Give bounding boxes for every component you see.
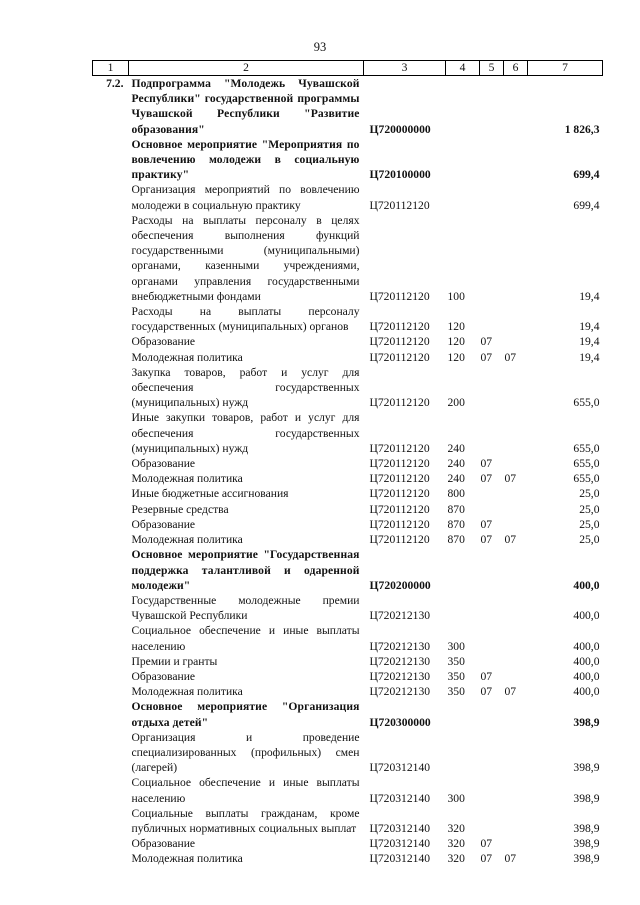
row-number — [93, 730, 129, 776]
row-subsection — [504, 775, 528, 805]
row-subsection — [504, 137, 528, 183]
row-expense-type: 320 — [447, 837, 465, 851]
row-expense-type: 870 — [447, 533, 465, 547]
row-target-article: Ц720112120 — [369, 487, 430, 501]
row-section — [480, 547, 504, 593]
row-name: Расходы на выплаты персоналу государственных (муниципальных) органов — [131, 305, 360, 334]
row-subsection — [504, 182, 528, 212]
row-section — [480, 806, 504, 836]
row-number — [93, 502, 129, 517]
row-number — [93, 806, 129, 836]
row-expense-type — [446, 730, 480, 776]
table-row — [93, 775, 603, 805]
row-expense-type: 320 — [447, 821, 465, 835]
row-section: 07 — [480, 350, 493, 364]
row-target-article: Ц720100000 — [369, 168, 431, 182]
row-name: Основное мероприятие "Государственная поддержка талантливой и одаренной молодежи" — [131, 548, 360, 592]
row-amount: 398,9 — [573, 791, 600, 805]
page-number: 93 — [313, 40, 327, 54]
row-name: Молодежная политика — [131, 350, 243, 364]
row-amount: 25,0 — [579, 487, 600, 501]
row-amount: 400,0 — [573, 639, 600, 653]
row-expense-type: 120 — [447, 350, 465, 364]
row-section: 07 — [480, 837, 493, 851]
row-number — [93, 623, 129, 653]
row-section — [480, 775, 504, 805]
row-number — [93, 654, 129, 669]
row-amount: 655,0 — [573, 441, 600, 455]
table-row — [93, 304, 603, 334]
row-target-article: Ц720212130 — [369, 639, 431, 653]
row-number — [93, 365, 129, 411]
row-expense-type — [446, 182, 480, 212]
row-section: 07 — [480, 852, 493, 866]
row-target-article: Ц720212130 — [369, 685, 431, 699]
row-expense-type: 120 — [447, 335, 465, 349]
row-section: 07 — [480, 533, 493, 547]
row-section: 07 — [480, 472, 493, 486]
row-number — [93, 456, 129, 471]
row-subsection: 07 — [504, 350, 517, 364]
row-amount: 1 826,3 — [564, 122, 600, 136]
table-header — [93, 61, 603, 76]
row-expense-type: 100 — [447, 289, 465, 303]
row-amount: 400,0 — [573, 578, 600, 592]
row-number — [93, 532, 129, 547]
row-name: Молодежная политика — [131, 533, 243, 547]
row-section: 07 — [480, 335, 493, 349]
row-name: Социальное обеспечение и иные выплаты населению — [131, 624, 360, 653]
header-cell-name: 2 — [129, 61, 364, 76]
row-target-article: Ц720112120 — [369, 502, 430, 516]
row-name: Образование — [131, 517, 196, 531]
row-subsection — [504, 502, 528, 517]
row-name: Организация мероприятий по вовлечению молодежи в социальную практику — [131, 183, 360, 212]
row-section — [480, 213, 504, 304]
row-target-article: Ц720112120 — [369, 396, 430, 410]
row-subsection — [504, 654, 528, 669]
row-amount: 655,0 — [573, 457, 600, 471]
row-target-article: Ц720112120 — [369, 441, 430, 455]
row-expense-type: 300 — [447, 791, 465, 805]
row-subsection: 07 — [504, 533, 517, 547]
row-amount: 25,0 — [579, 517, 600, 531]
row-number — [93, 547, 129, 593]
row-target-article: Ц720000000 — [369, 122, 431, 136]
row-amount: 19,4 — [579, 335, 600, 349]
row-subsection — [504, 593, 528, 623]
table-row — [93, 365, 603, 411]
row-subsection — [504, 730, 528, 776]
row-target-article: Ц720300000 — [369, 715, 431, 729]
row-expense-type — [446, 699, 480, 729]
row-name: Премии и гранты — [131, 654, 218, 668]
header-cell-csr: 3 — [364, 61, 446, 76]
table-row — [93, 623, 603, 653]
row-number — [93, 471, 129, 486]
row-name: Молодежная политика — [131, 472, 243, 486]
row-target-article: Ц720212130 — [369, 609, 431, 623]
table-row — [93, 502, 603, 517]
table-row — [93, 654, 603, 669]
row-amount: 400,0 — [573, 609, 600, 623]
table-row — [93, 699, 603, 729]
row-expense-type — [446, 593, 480, 623]
row-number — [93, 836, 129, 851]
row-name: Подпрограмма "Молодежь Чувашской Республики" государственной программы Чувашской Республики "Развитие образования" — [131, 77, 360, 136]
row-target-article: Ц720312140 — [369, 821, 431, 835]
table-row — [93, 517, 603, 532]
row-expense-type: 240 — [447, 472, 465, 486]
row-target-article: Ц720112120 — [369, 472, 430, 486]
row-subsection — [504, 806, 528, 836]
row-expense-type: 120 — [447, 320, 465, 334]
row-number: 7.2. — [106, 77, 124, 90]
row-subsection — [504, 836, 528, 851]
row-section: 07 — [480, 457, 493, 471]
row-number — [93, 851, 129, 866]
row-number — [93, 517, 129, 532]
header-row — [93, 61, 603, 76]
row-amount: 19,4 — [579, 350, 600, 364]
row-expense-type — [446, 137, 480, 183]
row-number — [93, 775, 129, 805]
row-expense-type — [446, 76, 480, 137]
row-subsection — [504, 623, 528, 653]
row-amount: 400,0 — [573, 654, 600, 668]
row-target-article: Ц720112120 — [369, 350, 430, 364]
row-name: Образование — [131, 837, 196, 851]
table-row — [93, 213, 603, 304]
row-amount: 398,9 — [573, 852, 600, 866]
row-section — [480, 486, 504, 501]
table-row — [93, 486, 603, 501]
row-expense-type: 240 — [447, 457, 465, 471]
row-amount: 398,9 — [573, 837, 600, 851]
row-target-article: Ц720112120 — [369, 335, 430, 349]
table-row — [93, 669, 603, 684]
table-row — [93, 410, 603, 456]
row-target-article: Ц720312140 — [369, 761, 431, 775]
row-subsection — [504, 669, 528, 684]
table-row — [93, 532, 603, 547]
row-section — [480, 76, 504, 137]
row-subsection — [504, 410, 528, 456]
row-subsection — [504, 547, 528, 593]
row-target-article: Ц720200000 — [369, 578, 431, 592]
row-number — [93, 486, 129, 501]
row-section — [480, 654, 504, 669]
row-subsection — [504, 334, 528, 349]
row-subsection — [504, 76, 528, 137]
header-cell-pr: 6 — [504, 61, 528, 76]
header-cell-rz: 5 — [480, 61, 504, 76]
table-row — [93, 456, 603, 471]
row-target-article: Ц720112120 — [369, 198, 430, 212]
row-subsection: 07 — [504, 472, 517, 486]
row-section — [480, 304, 504, 334]
row-name: Образование — [131, 669, 196, 683]
row-target-article: Ц720312140 — [369, 852, 431, 866]
header-cell-num: 1 — [93, 61, 129, 76]
row-number — [93, 137, 129, 183]
row-target-article: Ц720112120 — [369, 517, 430, 531]
row-number — [93, 304, 129, 334]
row-amount: 655,0 — [573, 396, 600, 410]
row-target-article: Ц720112120 — [369, 533, 430, 547]
row-subsection — [504, 365, 528, 411]
row-number — [93, 350, 129, 365]
row-target-article: Ц720212130 — [369, 654, 431, 668]
row-amount: 699,4 — [573, 168, 600, 182]
row-number — [93, 684, 129, 699]
row-name: Социальные выплаты гражданам, кроме публичных нормативных социальных выплат — [131, 806, 360, 835]
table-row — [93, 730, 603, 776]
table-row — [93, 350, 603, 365]
table-row — [93, 76, 603, 137]
row-expense-type: 800 — [447, 487, 465, 501]
row-expense-type: 350 — [447, 654, 465, 668]
row-section — [480, 730, 504, 776]
row-amount: 19,4 — [579, 289, 600, 303]
row-subsection — [504, 517, 528, 532]
row-amount: 400,0 — [573, 685, 600, 699]
row-target-article: Ц720312140 — [369, 791, 431, 805]
row-expense-type: 200 — [447, 396, 465, 410]
row-section — [480, 182, 504, 212]
row-name: Образование — [131, 335, 196, 349]
row-subsection: 07 — [504, 685, 517, 699]
row-target-article: Ц720112120 — [369, 457, 430, 471]
row-section — [480, 699, 504, 729]
header-cell-vr: 4 — [446, 61, 480, 76]
row-section: 07 — [480, 669, 493, 683]
row-section — [480, 502, 504, 517]
row-name: Организация и проведение специализированных (профильных) смен (лагерей) — [131, 730, 360, 775]
table-row — [93, 593, 603, 623]
row-number — [93, 669, 129, 684]
row-target-article: Ц720312140 — [369, 837, 431, 851]
row-name: Иные бюджетные ассигнования — [131, 487, 289, 501]
row-name: Молодежная политика — [131, 852, 243, 866]
row-amount: 25,0 — [579, 502, 600, 516]
row-number — [93, 182, 129, 212]
row-number — [93, 334, 129, 349]
row-name: Основное мероприятие "Организация отдыха детей" — [131, 700, 360, 729]
row-number — [93, 699, 129, 729]
table-row — [93, 471, 603, 486]
table-row — [93, 334, 603, 349]
row-number — [93, 410, 129, 456]
row-amount: 400,0 — [573, 669, 600, 683]
row-expense-type: 350 — [447, 685, 465, 699]
row-target-article: Ц720212130 — [369, 669, 431, 683]
row-section — [480, 365, 504, 411]
row-number — [93, 213, 129, 304]
row-amount: 699,4 — [573, 198, 600, 212]
row-expense-type: 350 — [447, 669, 465, 683]
table-row — [93, 182, 603, 212]
budget-table — [92, 60, 603, 867]
row-name: Образование — [131, 457, 196, 471]
row-name: Расходы на выплаты персоналу в целях обеспечения выполнения функций государственными (муниципальными) органами, казенными учреждениями, органами управления государственными внебюджетными фондами — [131, 213, 360, 303]
row-amount: 19,4 — [579, 320, 600, 334]
row-expense-type — [446, 547, 480, 593]
row-subsection — [504, 486, 528, 501]
row-section — [480, 593, 504, 623]
row-section — [480, 137, 504, 183]
row-name: Закупка товаров, работ и услуг для обеспечения государственных (муниципальных) нужд — [131, 365, 360, 410]
row-name: Социальное обеспечение и иные выплаты населению — [131, 776, 360, 805]
table-row — [93, 684, 603, 699]
row-name: Резервные средства — [131, 502, 229, 516]
row-target-article: Ц720112120 — [369, 289, 430, 303]
row-name: Основное мероприятие "Мероприятия по вовлечению молодежи в социальную практику" — [131, 137, 360, 182]
table-row — [93, 137, 603, 183]
row-expense-type: 870 — [447, 517, 465, 531]
row-subsection — [504, 213, 528, 304]
row-section — [480, 623, 504, 653]
row-subsection: 07 — [504, 852, 517, 866]
row-subsection — [504, 304, 528, 334]
header-cell-sum: 7 — [528, 61, 603, 76]
row-amount: 398,9 — [573, 761, 600, 775]
row-number — [93, 593, 129, 623]
row-amount: 655,0 — [573, 472, 600, 486]
row-amount: 398,9 — [573, 821, 600, 835]
table-row — [93, 836, 603, 851]
row-subsection — [504, 456, 528, 471]
table-row — [93, 851, 603, 866]
row-amount: 398,9 — [573, 715, 600, 729]
table-row — [93, 806, 603, 836]
row-expense-type: 240 — [447, 441, 465, 455]
row-expense-type: 320 — [447, 852, 465, 866]
row-expense-type: 870 — [447, 502, 465, 516]
row-section: 07 — [480, 685, 493, 699]
row-name: Иные закупки товаров, работ и услуг для обеспечения государственных (муниципальных) нужд — [131, 411, 360, 455]
row-amount: 25,0 — [579, 533, 600, 547]
table-row — [93, 547, 603, 593]
row-target-article: Ц720112120 — [369, 320, 430, 334]
row-section — [480, 410, 504, 456]
row-subsection — [504, 699, 528, 729]
row-section: 07 — [480, 517, 493, 531]
row-name: Молодежная политика — [131, 685, 243, 699]
table-body — [93, 76, 603, 867]
row-name: Государственные молодежные премии Чувашской Республики — [131, 593, 360, 623]
row-expense-type: 300 — [447, 639, 465, 653]
